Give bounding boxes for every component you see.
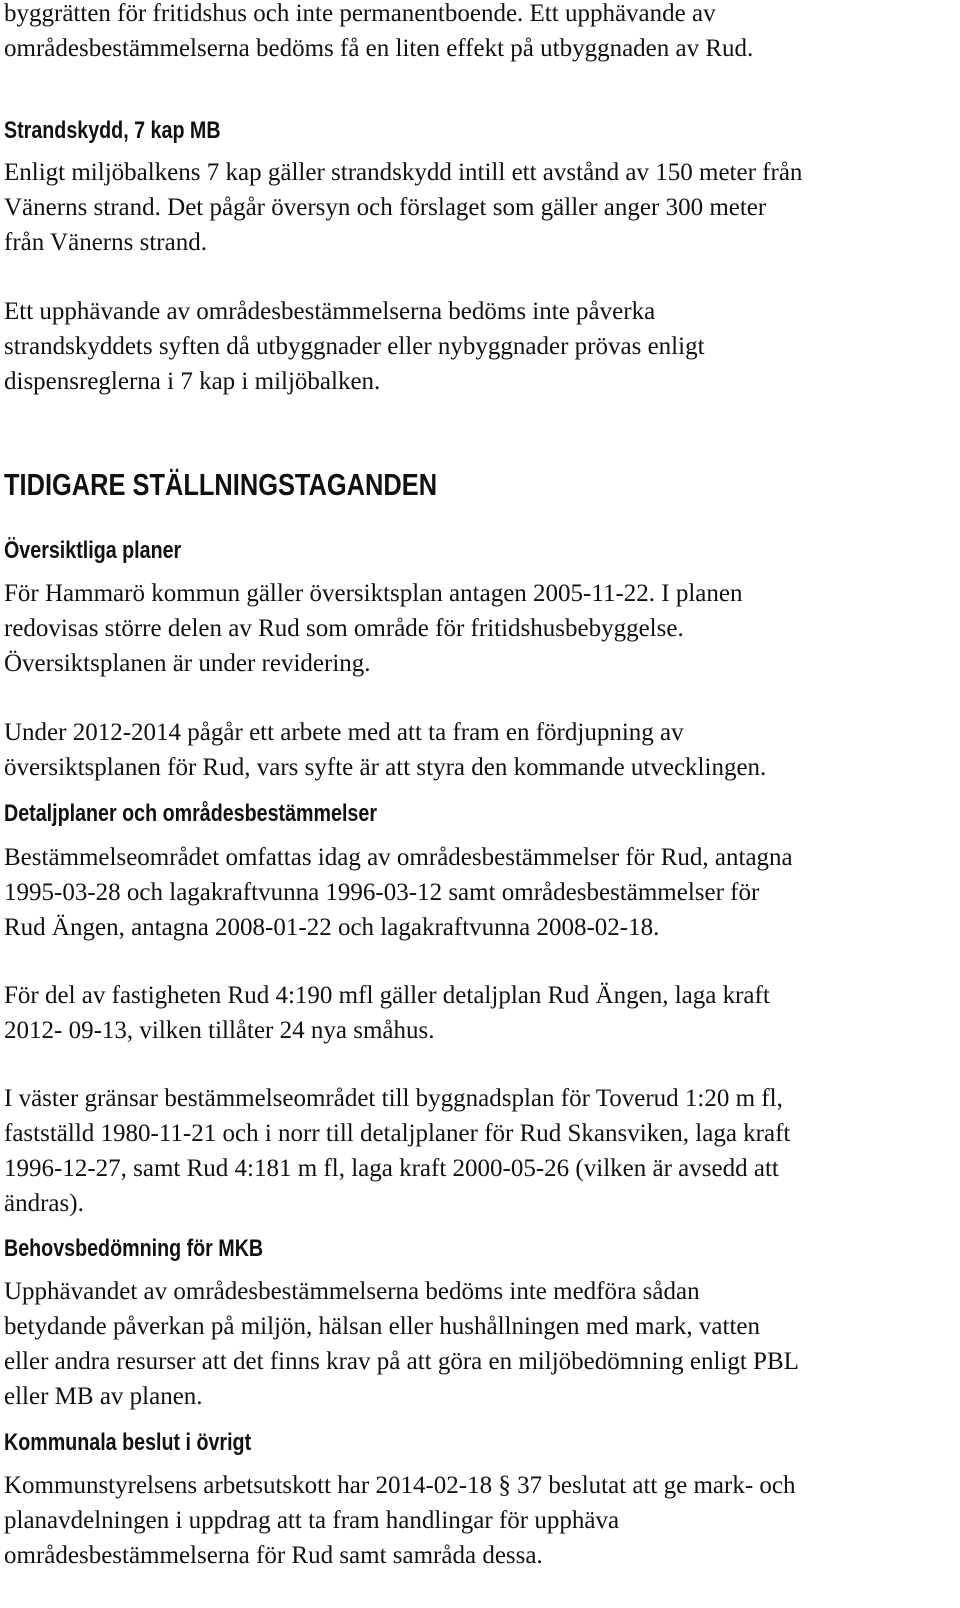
text-line: Enligt miljöbalkens 7 kap gäller strandskydd intill ett avstånd av 150 meter från bbox=[4, 159, 803, 186]
oversiktliga-paragraph-1 bbox=[4, 576, 742, 681]
section-heading-detaljplaner: Detaljplaner och områdesbestämmelser bbox=[4, 800, 377, 827]
text-line: I väster gränsar bestämmelseområdet till byggnadsplan för Toverud 1:20 m fl, bbox=[4, 1085, 783, 1112]
text-line: Ett upphävande av områdesbestämmelserna bedöms inte påverka bbox=[4, 298, 656, 325]
text-line: strandskyddets syften då utbyggnader eller nybyggnader prövas enligt bbox=[4, 333, 705, 360]
text-line: Upphävandet av områdesbestämmelserna bedöms inte medföra sådan bbox=[4, 1278, 700, 1305]
section-heading-strandskydd: Strandskydd, 7 kap MB bbox=[4, 117, 221, 144]
strandskydd-paragraph-2 bbox=[4, 294, 705, 399]
text-line: 1995-03-28 och lagakraftvunna 1996-03-12 samt områdesbestämmelser för bbox=[4, 879, 760, 906]
strandskydd-paragraph-1 bbox=[4, 155, 802, 260]
text-line: från Vänerns strand. bbox=[4, 229, 207, 256]
section-heading-behovsbedomning: Behovsbedömning för MKB bbox=[4, 1235, 264, 1262]
text-line: 2012- 09-13, vilken tillåter 24 nya småhus. bbox=[4, 1017, 435, 1044]
kommunala-paragraph bbox=[4, 1468, 796, 1573]
text-line: Kommunstyrelsens arbetsutskott har 2014-02-18 § 37 beslutat att ge mark- och bbox=[4, 1472, 796, 1499]
detaljplaner-paragraph-3 bbox=[4, 1081, 790, 1221]
text-line: planavdelningen i uppdrag att ta fram handlingar för upphäva bbox=[4, 1507, 620, 1534]
text-line: 1996-12-27, samt Rud 4:181 m fl, laga kraft 2000-05-26 (vilken är avsedd att bbox=[4, 1155, 779, 1182]
text-line: redovisas större delen av Rud som område för fritidshusbebyggelse. bbox=[4, 615, 684, 642]
text-line: eller MB av planen. bbox=[4, 1383, 203, 1410]
intro-paragraph bbox=[4, 0, 753, 66]
text-line: Under 2012-2014 pågår ett arbete med att ta fram en fördjupning av bbox=[4, 719, 684, 746]
text-line: ändras). bbox=[4, 1190, 84, 1217]
section-heading-tidigare: TIDIGARE STÄLLNINGSTAGANDEN bbox=[4, 467, 438, 502]
text-line: betydande påverkan på miljön, hälsan eller hushållningen med mark, vatten bbox=[4, 1313, 761, 1340]
text-line: områdesbestämmelserna för Rud samt samråda dessa. bbox=[4, 1542, 543, 1569]
text-line: Översiktsplanen är under revidering. bbox=[4, 650, 371, 677]
text-line: eller andra resurser att det finns krav på att göra en miljöbedömning enligt PBL bbox=[4, 1348, 799, 1375]
text-line: För del av fastigheten Rud 4:190 mfl gäller detaljplan Rud Ängen, laga kraft bbox=[4, 982, 770, 1009]
detaljplaner-paragraph-1 bbox=[4, 840, 793, 945]
behovsbedomning-paragraph bbox=[4, 1274, 799, 1414]
detaljplaner-paragraph-2 bbox=[4, 978, 770, 1048]
section-heading-oversiktliga: Översiktliga planer bbox=[4, 537, 182, 564]
text-line: översiktsplanen för Rud, vars syfte är att styra den kommande utvecklingen. bbox=[4, 754, 767, 781]
text-line: Bestämmelseområdet omfattas idag av områdesbestämmelser för Rud, antagna bbox=[4, 844, 793, 871]
text-line: fastställd 1980-11-21 och i norr till detaljplaner för Rud Skansviken, laga kraft bbox=[4, 1120, 791, 1147]
section-heading-kommunala: Kommunala beslut i övrigt bbox=[4, 1429, 252, 1456]
text-line: byggrätten för fritidshus och inte permanentboende. Ett upphävande av bbox=[4, 0, 716, 27]
text-line: För Hammarö kommun gäller översiktsplan antagen 2005-11-22. I planen bbox=[4, 580, 743, 607]
text-line: Rud Ängen, antagna 2008-01-22 och lagakraftvunna 2008-02-18. bbox=[4, 914, 660, 941]
text-line: dispensreglerna i 7 kap i miljöbalken. bbox=[4, 368, 381, 395]
oversiktliga-paragraph-2 bbox=[4, 715, 766, 785]
text-line: områdesbestämmelserna bedöms få en liten effekt på utbyggnaden av Rud. bbox=[4, 35, 754, 62]
text-line: Vänerns strand. Det pågår översyn och förslaget som gäller anger 300 meter bbox=[4, 194, 767, 221]
